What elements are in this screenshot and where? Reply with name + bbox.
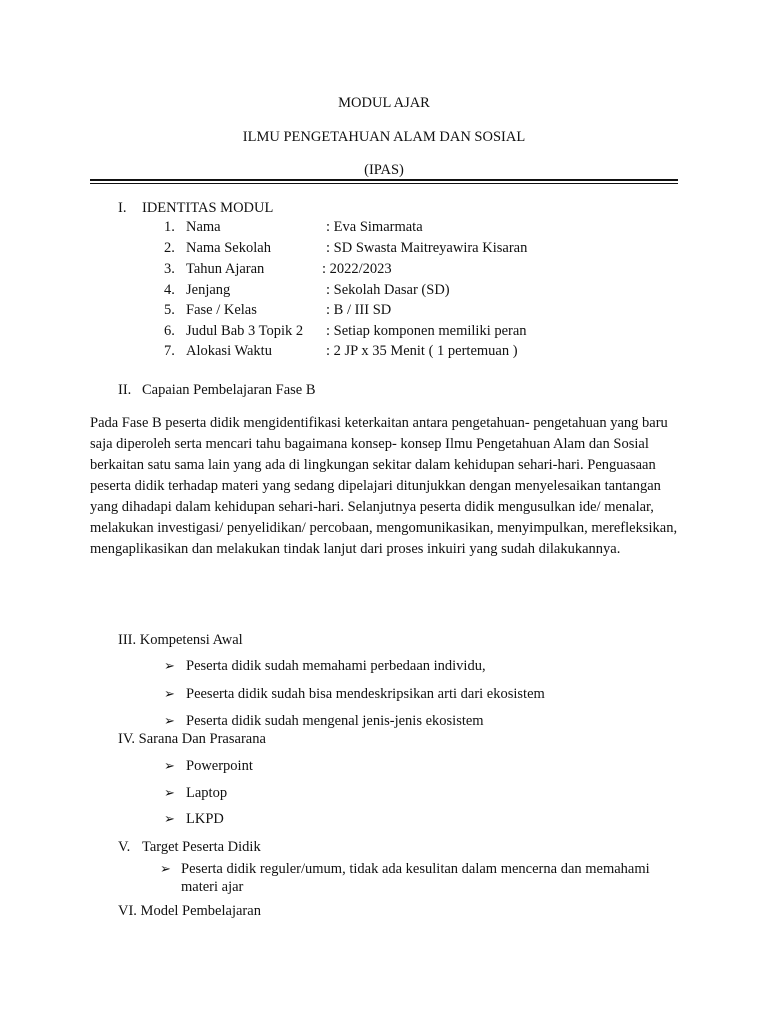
arrow-bullet-icon: ➢: [164, 785, 175, 800]
identity-num: 1.: [164, 219, 175, 235]
sarana-item: LKPD: [186, 811, 224, 827]
section6-title: VI. Model Pembelajaran: [118, 903, 261, 919]
section2-title: Capaian Pembelajaran Fase B: [142, 382, 316, 398]
title-modul-ajar: MODUL AJAR: [338, 95, 430, 111]
identity-label-sekolah: Nama Sekolah: [186, 240, 271, 256]
identity-num: 4.: [164, 282, 175, 298]
arrow-bullet-icon: ➢: [164, 811, 175, 826]
identity-value-jenjang: : Sekolah Dasar (SD): [326, 282, 450, 298]
identity-num: 2.: [164, 240, 175, 256]
identity-num: 7.: [164, 343, 175, 359]
kompetensi-item: Peserta didik sudah mengenal jenis-jenis ekosistem: [186, 713, 484, 729]
identity-num: 5.: [164, 302, 175, 318]
identity-value-fase: : B / III SD: [326, 302, 392, 318]
arrow-bullet-icon: ➢: [164, 658, 175, 673]
title-abbreviation: (IPAS): [364, 162, 404, 178]
identity-value-judul: : Setiap komponen memiliki peran: [326, 323, 527, 339]
identity-num: 3.: [164, 261, 175, 277]
sarana-item: Powerpoint: [186, 758, 253, 774]
identity-value-nama: : Eva Simarmata: [326, 219, 423, 235]
identity-label-nama: Nama: [186, 219, 221, 235]
identity-value-alokasi: : 2 JP x 35 Menit ( 1 pertemuan ): [326, 343, 518, 359]
identity-value-tahun: : 2022/2023: [322, 261, 392, 277]
arrow-bullet-icon: ➢: [164, 758, 175, 773]
section1-title: IDENTITAS MODUL: [142, 200, 274, 216]
target-item-line2: materi ajar: [181, 879, 244, 895]
target-item-line1: Peserta didik reguler/umum, tidak ada kesulitan dalam mencerna dan memahami: [181, 861, 650, 877]
section5-title: Target Peserta Didik: [142, 839, 261, 855]
identity-num: 6.: [164, 323, 175, 339]
capaian-paragraph: Pada Fase B peserta didik mengidentifikasi keterkaitan antara pengetahuan- pengetahuan yang baru saja diperoleh serta mencari tahu bagaimana konsep- konsep Ilmu Pengetahuan Alam dan Sosial berkaitan satu sama lain yang ada di lingkungan sekitar dalam kehidupan sehari-hari. Penguasaan peserta didik terhadap materi yang sedang dipelajari ditunjukkan dengan menyelesaikan tantangan yang dihadapi dalam kehidupan sehari-hari. Selanjutnya peserta didik mengusulkan ide/ menalar, melakukan investigasi/ penyelidikan/ percobaan, mengomunikasikan, menyimpulkan, merefleksikan, mengaplikasikan dan melakukan tindak lanjut dari proses inkuiri yang sudah dilakukannya.: [90, 415, 678, 557]
section5-numeral: V.: [118, 839, 131, 855]
header-rule-top: [90, 179, 678, 181]
identity-label-alokasi: Alokasi Waktu: [186, 343, 272, 359]
identity-label-jenjang: Jenjang: [186, 282, 231, 298]
identity-value-sekolah: : SD Swasta Maitreyawira Kisaran: [326, 240, 528, 256]
kompetensi-item: Peeserta didik sudah bisa mendeskripsikan arti dari ekosistem: [186, 686, 545, 702]
section1-numeral: I.: [118, 200, 127, 216]
identity-label-judul: Judul Bab 3 Topik 2: [186, 323, 304, 339]
header-rule-bottom: [90, 183, 678, 184]
identity-label-fase: Fase / Kelas: [186, 302, 257, 318]
identity-label-tahun: Tahun Ajaran: [186, 261, 265, 277]
sarana-item: Laptop: [186, 785, 228, 801]
arrow-bullet-icon: ➢: [160, 861, 171, 876]
arrow-bullet-icon: ➢: [164, 686, 175, 701]
title-subject: ILMU PENGETAHUAN ALAM DAN SOSIAL: [242, 129, 526, 145]
kompetensi-item: Peserta didik sudah memahami perbedaan individu,: [186, 658, 486, 674]
section4-title: IV. Sarana Dan Prasarana: [118, 731, 266, 747]
arrow-bullet-icon: ➢: [164, 713, 175, 728]
section3-title: III. Kompetensi Awal: [118, 632, 243, 648]
section2-numeral: II.: [118, 382, 132, 398]
